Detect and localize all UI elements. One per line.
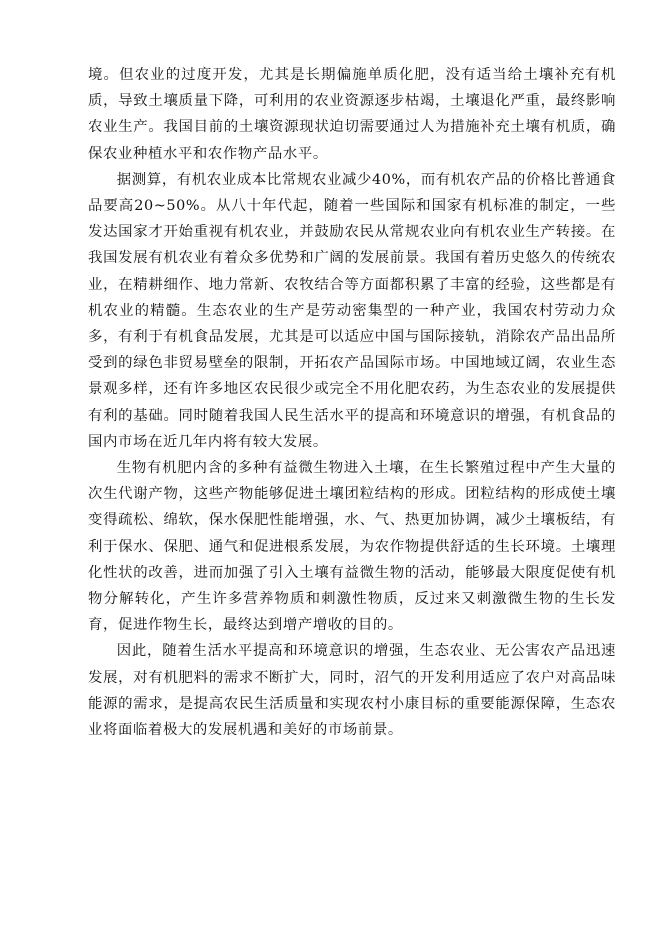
paragraph-organic-agriculture-cost: 据测算，有机农业成本比常规农业减少40%，而有机农产品的价格比普通食品要高20~50%。从八十年代起，随着一些国际和国家有机标准的制定，一些发达国家才开始重视有机农业，并鼓励农民从常规农业向有机农业生产转接。在我国发展有机农业有着众多优势和广阔的发展前景。我国有着历史悠久的传统农业，在精耕细作、地力常新、农牧结合等方面都积累了丰富的经验，这些都是有机农业的精髓。生态农业的生产是劳动密集型的一种产业，我国农村劳动力众多，有利于有机食品发展，尤其是可以适应中国与国际接轨，消除农产品出品所受到的绿色非贸易壁垒的限制，开拓农产品国际市场。中国地域辽阔，农业生态景观多样，还有许多地区农民很少或完全不用化肥农药，为生态农业的发展提供有利的基础。同时随着我国人民生活水平的提高和环境意识的增强，有机食品的国内市场在近几年内将有较大发展。: [88, 171, 616, 450]
document-page: [88, 62, 616, 743]
paragraph-continuation: 境。但农业的过度开发，尤其是长期偏施单质化肥，没有适当给土壤补充有机质，导致土壤质量下降，可利用的农业资源逐步枯竭，土壤退化严重，最终影响农业生产。我国目前的土壤资源现状迫切需要通过人为措施补充土壤有机质，确保农业种植水平和农作物产品水平。: [88, 67, 616, 162]
paragraph-conclusion: 因此，随着生活水平提高和环境意识的增强，生态农业、无公害农产品迅速发展，对有机肥料的需求不断扩大，同时，沼气的开发利用适应了农户对高品味能源的需求，是提高农民生活质量和实现农村小康目标的重要能源保障，生态农业将面临着极大的发展机遇和美好的市场前景。: [88, 643, 616, 739]
paragraph-bio-organic-fertilizer: 生物有机肥内含的多种有益微生物进入土壤，在生长繁殖过程中产生大量的次生代谢产物，这些产物能够促进土壤团粒结构的形成。团粒结构的形成使土壤变得疏松、绵软，保水保肥性能增强，水、气、热更加协调，减少土壤板结，有利于保水、保肥、通气和促进根系发展，为农作物提供舒适的生长环境。土壤理化性状的改善，进而加强了引入土壤有益微生物的活动，能够最大限度促使有机物分解转化，产生许多营养物质和刺激性物质，反过来又刺激微生物的生长发育，促进作物生长，最终达到增产增收的目的。: [88, 460, 616, 634]
